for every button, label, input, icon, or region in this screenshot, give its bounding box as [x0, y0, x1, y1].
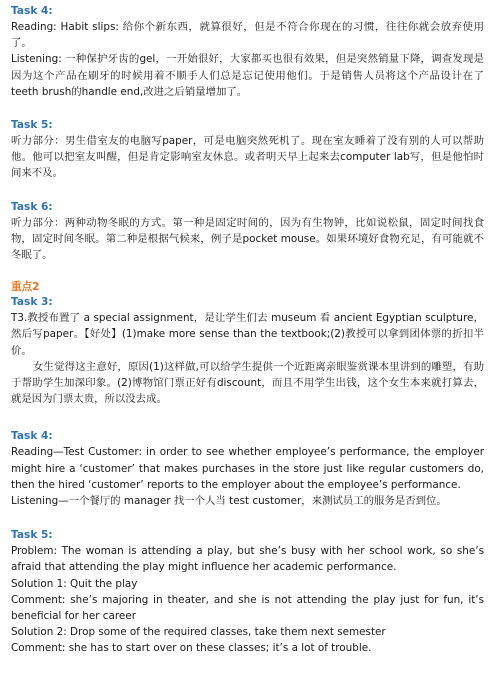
highlight-heading: 重点2 [11, 281, 40, 294]
section-heading: Task 5: [11, 529, 53, 542]
paragraph: 听力部分：男生借室友的电脑写paper，可是电脑突然死机了。现在室友睡着了没有别的人可以帮助他。他可以把室友叫醒，但是肯定影响室友休息。或者明天早上起来去computer lab写，但是他怕时间来不及。 [11, 135, 484, 180]
section-key-point-2 [11, 280, 484, 407]
paragraph: T3.教授布置了 a special assignment，是让学生们去 museum 看 ancient Egyptian sculpture，然后写paper。【好处】(1)make more sense than the textbook;(2)教授可以拿到团体票的折扣半价。 [11, 312, 484, 357]
section-task5-listening [11, 118, 484, 182]
section-task5-play [11, 528, 484, 656]
comment-line: Comment: she has to start over on these classes; it’s a lot of trouble. [11, 642, 372, 655]
section-task4-reading [11, 4, 484, 100]
section-heading: Task 5: [11, 119, 53, 132]
paragraph: Reading: Habit slips: 给你个新东西，就算很好，但是不符合你现在的习惯，往往你就会放弃使用了。 [11, 21, 484, 50]
section-heading: Task 4: [11, 430, 53, 443]
paragraph: 女生觉得这主意好，原因(1)这样做,可以给学生提供一个近距离亲眼鉴赏课本里讲到的雕塑，有助于帮助学生加深印象。(2)博物馆门票正好有discount，而且不用学生出钱，这个女生本来就打算去，就是因为门票太贵，所以没去成。 [11, 360, 484, 406]
paragraph: 听力部分：两种动物冬眠的方式。第一种是固定时间的，因为有生物钟，比如说松鼠，固定时间找食物，固定时间冬眠。第二种是根据气候来，例子是pocket mouse。如果环境好食物充足，有可能就不冬眠了。 [11, 216, 484, 262]
solution-line: Solution 2: Drop some of the required classes, take them next semester [11, 626, 386, 639]
problem-line: Problem: The woman is attending a play, but she’s busy with her school work, so she’s afraid that attending the play might influence her academic performance. [11, 545, 484, 574]
paragraph: Listening—一个餐厅的 manager 找一个人当 test customer，来测试员工的服务是否到位。 [11, 495, 447, 508]
section-heading: Task 3: [11, 296, 53, 309]
paragraph: Listening: 一种保护牙齿的gel，一开始很好，大家都买也很有效果，但是突然销量下降，调查发现是因为这个产品在刷牙的时候用着不顺手人们总是忘记使用他们。于是销售人员将这个产品设计在了teeth brush的handle end,改进之后销量增加了。 [11, 53, 484, 98]
solution-line: Solution 1: Quit the play [11, 577, 138, 590]
section-heading: Task 6: [11, 200, 53, 213]
section-task4-test-customer [11, 429, 484, 509]
comment-line: Comment: she’s majoring in theater, and she is not attending the play just for fun, it’s beneficial for her career [11, 593, 484, 623]
paragraph: Reading—Test Customer: in order to see whether employee’s performance, the employer might hire a ‘customer’ that makes purchases in the store just like regular customers do, then the hired ‘customer’ reports to the employer about the employee’s performance. [11, 446, 484, 491]
section-task6-hibernation [11, 200, 484, 264]
section-heading: Task 4: [11, 5, 53, 17]
